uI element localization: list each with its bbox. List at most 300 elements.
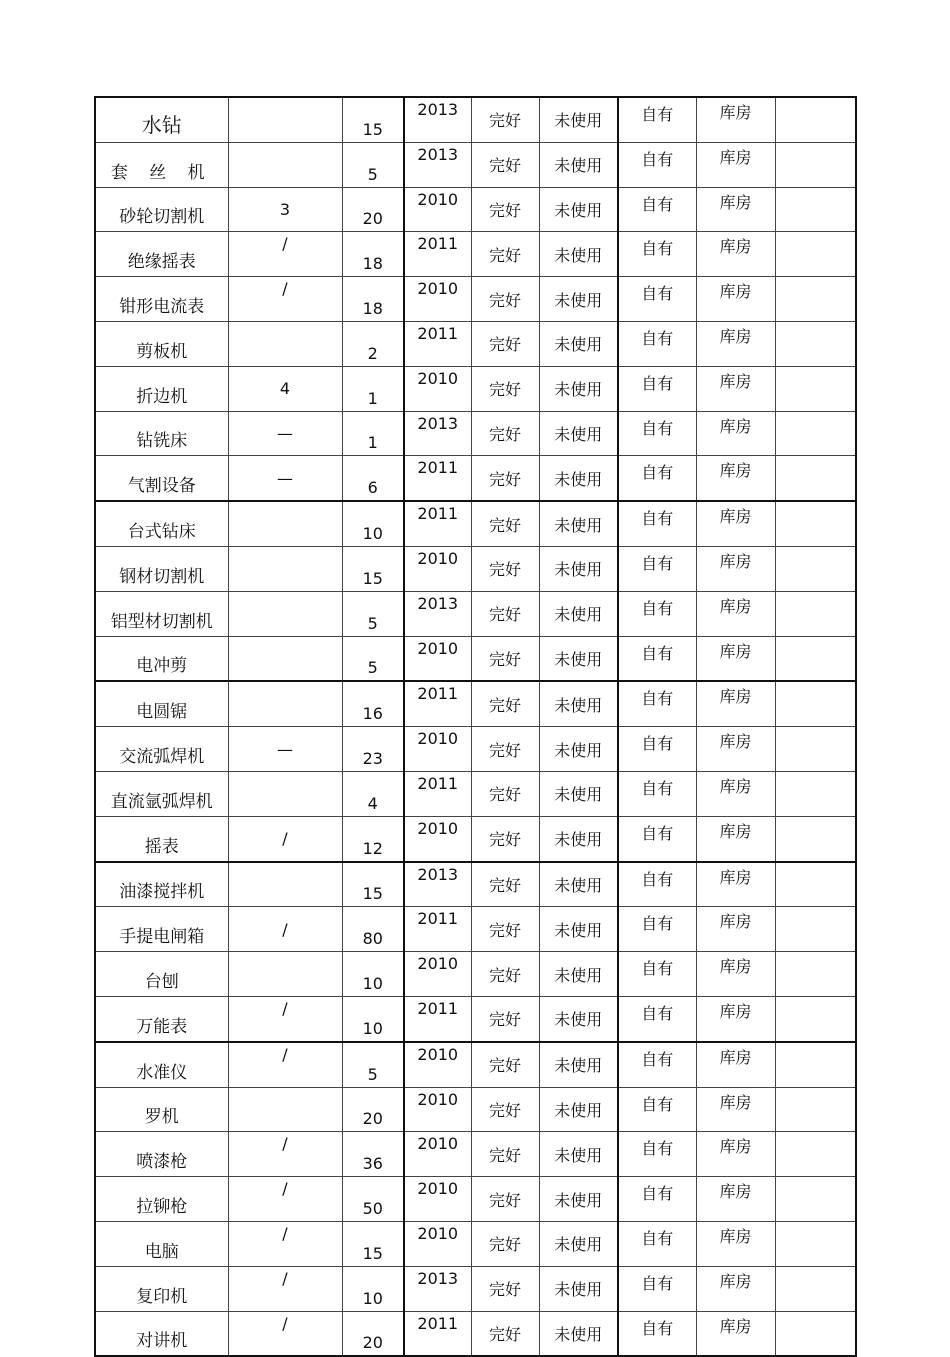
table-row [95, 952, 856, 997]
year-cell-text: 2011 [417, 234, 459, 254]
location-cell [696, 456, 775, 501]
equipment-name-cell-text: 钻铣床 [136, 431, 188, 452]
ownership-cell-text: 自有 [641, 1318, 674, 1338]
note-cell [775, 1042, 856, 1087]
quantity-cell [342, 907, 404, 952]
condition-cell [471, 366, 539, 411]
table-row [95, 816, 856, 861]
spec-cell-text: / [282, 234, 288, 254]
location-cell [696, 501, 775, 546]
condition-cell-text: 完好 [488, 875, 521, 895]
note-cell [775, 952, 856, 997]
usage-cell [539, 1087, 618, 1132]
equipment-name-cell [95, 277, 228, 322]
condition-cell [471, 727, 539, 772]
equipment-name-cell-text: 对讲机 [136, 1331, 188, 1352]
table-row [95, 1042, 856, 1087]
ownership-cell [618, 411, 696, 456]
spec-cell [228, 952, 342, 997]
condition-cell-text: 完好 [488, 245, 521, 265]
table-row [95, 277, 856, 322]
quantity-cell-text: 10 [362, 1288, 383, 1308]
condition-cell-text: 完好 [488, 156, 521, 176]
quantity-cell [342, 862, 404, 907]
condition-cell [471, 1266, 539, 1311]
spec-cell [228, 411, 342, 456]
quantity-cell [342, 546, 404, 591]
equipment-name-cell-text: 套 丝 机 [110, 162, 213, 183]
year-cell [404, 1266, 471, 1311]
spec-cell-text: / [282, 279, 288, 299]
year-cell [404, 952, 471, 997]
quantity-cell-text: 18 [362, 254, 383, 274]
spec-cell [228, 681, 342, 726]
ownership-cell-text: 自有 [641, 509, 674, 529]
equipment-name-cell-text: 万能表 [136, 1016, 188, 1037]
spec-cell [228, 771, 342, 816]
spec-cell [228, 501, 342, 546]
condition-cell-text: 完好 [488, 649, 521, 669]
equipment-name-cell [95, 142, 228, 187]
condition-cell [471, 1042, 539, 1087]
ownership-cell-text: 自有 [641, 1228, 674, 1248]
condition-cell-text: 完好 [488, 1056, 521, 1076]
usage-cell [539, 456, 618, 501]
ownership-cell [618, 546, 696, 591]
spec-cell [228, 1132, 342, 1177]
spec-cell-text: / [282, 1223, 288, 1243]
table-row [95, 636, 856, 681]
equipment-name-cell-text: 喷漆枪 [136, 1152, 188, 1173]
condition-cell [471, 546, 539, 591]
quantity-cell-text: 16 [362, 704, 383, 724]
quantity-cell [342, 232, 404, 277]
location-cell [696, 546, 775, 591]
quantity-cell-text: 15 [362, 1243, 383, 1263]
equipment-name-cell-text: 罗机 [144, 1107, 179, 1128]
table-row [95, 862, 856, 907]
quantity-cell-text: 6 [367, 478, 378, 498]
year-cell [404, 142, 471, 187]
ownership-cell [618, 681, 696, 726]
ownership-cell-text: 自有 [641, 1273, 674, 1293]
year-cell-text: 2013 [417, 413, 459, 433]
note-cell [775, 321, 856, 366]
usage-cell [539, 1042, 618, 1087]
usage-cell-text: 未使用 [554, 830, 603, 850]
quantity-cell [342, 1087, 404, 1132]
year-cell-text: 2011 [417, 998, 459, 1018]
equipment-name-cell [95, 1311, 228, 1356]
equipment-name-cell [95, 862, 228, 907]
usage-cell [539, 591, 618, 636]
location-cell-text: 库房 [719, 867, 752, 887]
location-cell [696, 142, 775, 187]
ownership-cell-text: 自有 [641, 598, 674, 618]
location-cell-text: 库房 [719, 687, 752, 707]
usage-cell-text: 未使用 [554, 1235, 603, 1255]
location-cell-text: 库房 [719, 326, 752, 346]
quantity-cell-text: 36 [362, 1154, 383, 1174]
usage-cell-text: 未使用 [554, 380, 603, 400]
condition-cell-text: 完好 [488, 965, 521, 985]
location-cell [696, 366, 775, 411]
year-cell [404, 321, 471, 366]
equipment-name-cell [95, 591, 228, 636]
ownership-cell [618, 187, 696, 232]
year-cell-text: 2010 [417, 1089, 459, 1109]
note-cell [775, 142, 856, 187]
usage-cell-text: 未使用 [554, 111, 603, 131]
quantity-cell [342, 1221, 404, 1266]
spec-cell [228, 142, 342, 187]
condition-cell-text: 完好 [488, 830, 521, 850]
usage-cell [539, 1132, 618, 1177]
usage-cell-text: 未使用 [554, 290, 603, 310]
spec-cell [228, 862, 342, 907]
usage-cell [539, 1177, 618, 1222]
usage-cell [539, 862, 618, 907]
location-cell [696, 907, 775, 952]
equipment-name-cell [95, 366, 228, 411]
condition-cell-text: 完好 [488, 380, 521, 400]
usage-cell-text: 未使用 [554, 1056, 603, 1076]
quantity-cell-text: 1 [367, 388, 378, 408]
spec-cell [228, 1177, 342, 1222]
condition-cell-text: 完好 [488, 1280, 521, 1300]
year-cell-text: 2010 [417, 189, 459, 209]
condition-cell [471, 681, 539, 726]
spec-cell-text: / [282, 829, 288, 849]
equipment-name-cell-text: 钳形电流表 [119, 296, 205, 317]
location-cell-text: 库房 [719, 416, 752, 436]
usage-cell-text: 未使用 [554, 740, 603, 760]
usage-cell [539, 1266, 618, 1311]
location-cell-text: 库房 [719, 957, 752, 977]
usage-cell [539, 907, 618, 952]
ownership-cell [618, 232, 696, 277]
condition-cell-text: 完好 [488, 1145, 521, 1165]
table-row [95, 501, 856, 546]
spec-cell [228, 996, 342, 1041]
year-cell-text: 2010 [417, 729, 459, 749]
quantity-cell [342, 681, 404, 726]
condition-cell [471, 1087, 539, 1132]
table-row [95, 366, 856, 411]
spec-cell-text: / [282, 919, 288, 939]
location-cell [696, 1042, 775, 1087]
equipment-name-cell [95, 456, 228, 501]
year-cell-text: 2010 [417, 638, 459, 658]
ownership-cell [618, 952, 696, 997]
ownership-cell-text: 自有 [641, 734, 674, 754]
equipment-name-cell-text: 复印机 [136, 1286, 188, 1307]
year-cell [404, 591, 471, 636]
usage-cell-text: 未使用 [554, 785, 603, 805]
note-cell [775, 546, 856, 591]
spec-cell-text: 4 [279, 379, 291, 399]
table-row [95, 1177, 856, 1222]
quantity-cell [342, 411, 404, 456]
condition-cell [471, 321, 539, 366]
ownership-cell-text: 自有 [641, 149, 674, 169]
ownership-cell-text: 自有 [641, 689, 674, 709]
equipment-name-cell [95, 1221, 228, 1266]
quantity-cell-text: 50 [362, 1198, 383, 1218]
usage-cell [539, 952, 618, 997]
condition-cell-text: 完好 [488, 740, 521, 760]
location-cell-text: 库房 [719, 507, 752, 527]
condition-cell-text: 完好 [488, 200, 521, 220]
ownership-cell [618, 97, 696, 142]
table-row [95, 996, 856, 1041]
note-cell [775, 862, 856, 907]
location-cell-text: 库房 [719, 821, 752, 841]
location-cell-text: 库房 [719, 732, 752, 752]
spec-cell [228, 366, 342, 411]
usage-cell-text: 未使用 [554, 1280, 603, 1300]
quantity-cell [342, 1177, 404, 1222]
quantity-cell-text: 15 [362, 568, 383, 588]
year-cell-text: 2010 [417, 1044, 459, 1064]
usage-cell [539, 727, 618, 772]
note-cell [775, 996, 856, 1041]
usage-cell [539, 681, 618, 726]
usage-cell [539, 996, 618, 1041]
ownership-cell [618, 1087, 696, 1132]
usage-cell-text: 未使用 [554, 560, 603, 580]
equipment-name-cell [95, 411, 228, 456]
ownership-cell-text: 自有 [641, 643, 674, 663]
year-cell-text: 2011 [417, 684, 459, 704]
year-cell [404, 1177, 471, 1222]
condition-cell-text: 完好 [488, 560, 521, 580]
quantity-cell [342, 636, 404, 681]
condition-cell [471, 1132, 539, 1177]
ownership-cell-text: 自有 [641, 869, 674, 889]
year-cell [404, 546, 471, 591]
quantity-cell [342, 727, 404, 772]
year-cell [404, 97, 471, 142]
equipment-name-cell-text: 钢材切割机 [119, 566, 205, 587]
spec-cell [228, 232, 342, 277]
condition-cell [471, 187, 539, 232]
equipment-name-cell [95, 816, 228, 861]
condition-cell [471, 996, 539, 1041]
equipment-name-cell-text: 气割设备 [127, 476, 196, 497]
equipment-name-cell [95, 996, 228, 1041]
condition-cell [471, 142, 539, 187]
table-row [95, 681, 856, 726]
location-cell-text: 库房 [719, 1226, 752, 1246]
usage-cell-text: 未使用 [554, 649, 603, 669]
usage-cell [539, 97, 618, 142]
year-cell [404, 277, 471, 322]
equipment-name-cell [95, 1266, 228, 1311]
year-cell [404, 456, 471, 501]
table-row [95, 1221, 856, 1266]
location-cell [696, 277, 775, 322]
spec-cell-text: / [282, 1134, 288, 1154]
condition-cell [471, 907, 539, 952]
location-cell [696, 1087, 775, 1132]
usage-cell-text: 未使用 [554, 965, 603, 985]
ownership-cell [618, 591, 696, 636]
condition-cell [471, 862, 539, 907]
year-cell-text: 2010 [417, 1223, 459, 1243]
location-cell [696, 97, 775, 142]
location-cell-text: 库房 [719, 1271, 752, 1291]
usage-cell-text: 未使用 [554, 695, 603, 715]
year-cell [404, 1132, 471, 1177]
quantity-cell-text: 5 [367, 658, 378, 678]
table-row [95, 321, 856, 366]
equipment-name-cell [95, 771, 228, 816]
equipment-name-cell-text: 拉铆枪 [136, 1196, 188, 1217]
usage-cell [539, 321, 618, 366]
equipment-table [94, 96, 857, 1357]
ownership-cell [618, 321, 696, 366]
equipment-name-cell-text: 手提电闸箱 [119, 927, 205, 948]
equipment-name-cell [95, 1177, 228, 1222]
equipment-name-cell-text: 直流氩弧焊机 [110, 791, 213, 812]
condition-cell-text: 完好 [488, 111, 521, 131]
table-row [95, 142, 856, 187]
location-cell [696, 952, 775, 997]
quantity-cell [342, 321, 404, 366]
quantity-cell-text: 10 [362, 1018, 383, 1038]
year-cell-text: 2013 [417, 864, 459, 884]
year-cell [404, 636, 471, 681]
usage-cell-text: 未使用 [554, 605, 603, 625]
ownership-cell-text: 自有 [641, 328, 674, 348]
location-cell-text: 库房 [719, 912, 752, 932]
location-cell [696, 816, 775, 861]
equipment-name-cell-text: 铝型材切割机 [110, 611, 213, 632]
year-cell [404, 816, 471, 861]
note-cell [775, 501, 856, 546]
condition-cell [471, 97, 539, 142]
quantity-cell-text: 1 [367, 433, 378, 453]
usage-cell-text: 未使用 [554, 1190, 603, 1210]
year-cell-text: 2010 [417, 954, 459, 974]
usage-cell-text: 未使用 [554, 335, 603, 355]
table-row [95, 1311, 856, 1356]
ownership-cell-text: 自有 [641, 373, 674, 393]
quantity-cell [342, 1132, 404, 1177]
ownership-cell-text: 自有 [641, 778, 674, 798]
spec-cell [228, 1311, 342, 1356]
location-cell-text: 库房 [719, 237, 752, 257]
location-cell-text: 库房 [719, 192, 752, 212]
location-cell [696, 321, 775, 366]
location-cell-text: 库房 [719, 596, 752, 616]
location-cell-text: 库房 [719, 641, 752, 661]
location-cell [696, 771, 775, 816]
equipment-name-cell [95, 1087, 228, 1132]
usage-cell [539, 771, 618, 816]
usage-cell-text: 未使用 [554, 1145, 603, 1165]
year-cell [404, 727, 471, 772]
condition-cell-text: 完好 [488, 1190, 521, 1210]
quantity-cell-text: 20 [362, 209, 383, 229]
usage-cell-text: 未使用 [554, 1100, 603, 1120]
year-cell-text: 2010 [417, 368, 459, 388]
condition-cell-text: 完好 [488, 1010, 521, 1030]
location-cell [696, 1266, 775, 1311]
condition-cell [471, 591, 539, 636]
ownership-cell-text: 自有 [641, 418, 674, 438]
quantity-cell-text: 80 [362, 929, 383, 949]
ownership-cell [618, 816, 696, 861]
note-cell [775, 591, 856, 636]
equipment-name-cell-text: 水准仪 [136, 1062, 188, 1083]
condition-cell-text: 完好 [488, 290, 521, 310]
usage-cell-text: 未使用 [554, 156, 603, 176]
spec-cell-text: / [282, 1268, 288, 1288]
year-cell [404, 771, 471, 816]
location-cell [696, 1311, 775, 1356]
equipment-name-cell-text: 电圆锯 [136, 702, 188, 723]
spec-cell-text: — [277, 739, 293, 759]
location-cell [696, 187, 775, 232]
location-cell [696, 411, 775, 456]
quantity-cell-text: 18 [362, 298, 383, 318]
condition-cell [471, 501, 539, 546]
equipment-name-cell [95, 952, 228, 997]
year-cell-text: 2011 [417, 323, 459, 343]
condition-cell [471, 952, 539, 997]
quantity-cell [342, 97, 404, 142]
quantity-cell [342, 816, 404, 861]
note-cell [775, 907, 856, 952]
condition-cell-text: 完好 [488, 1324, 521, 1344]
location-cell-text: 库房 [719, 1092, 752, 1112]
equipment-name-cell [95, 501, 228, 546]
year-cell [404, 907, 471, 952]
equipment-name-cell [95, 187, 228, 232]
ownership-cell [618, 727, 696, 772]
spec-cell [228, 97, 342, 142]
spec-cell [228, 816, 342, 861]
location-cell-text: 库房 [719, 1316, 752, 1336]
quantity-cell [342, 142, 404, 187]
ownership-cell-text: 自有 [641, 105, 674, 124]
table-row [95, 97, 856, 142]
table-row [95, 727, 856, 772]
usage-cell-text: 未使用 [554, 875, 603, 895]
spec-cell-text: / [282, 1313, 288, 1333]
note-cell [775, 727, 856, 772]
location-cell-text: 库房 [719, 1137, 752, 1157]
location-cell-text: 库房 [719, 147, 752, 167]
ownership-cell [618, 771, 696, 816]
table-row [95, 456, 856, 501]
location-cell-text: 库房 [719, 1047, 752, 1067]
usage-cell [539, 636, 618, 681]
location-cell-text: 库房 [719, 1001, 752, 1021]
ownership-cell-text: 自有 [641, 284, 674, 304]
ownership-cell-text: 自有 [641, 1003, 674, 1023]
year-cell [404, 366, 471, 411]
location-cell-text: 库房 [719, 461, 752, 481]
usage-cell-text: 未使用 [554, 469, 603, 489]
table-row [95, 411, 856, 456]
note-cell [775, 771, 856, 816]
spec-cell-text: — [277, 468, 293, 488]
table-row [95, 232, 856, 277]
year-cell-text: 2013 [417, 144, 459, 164]
